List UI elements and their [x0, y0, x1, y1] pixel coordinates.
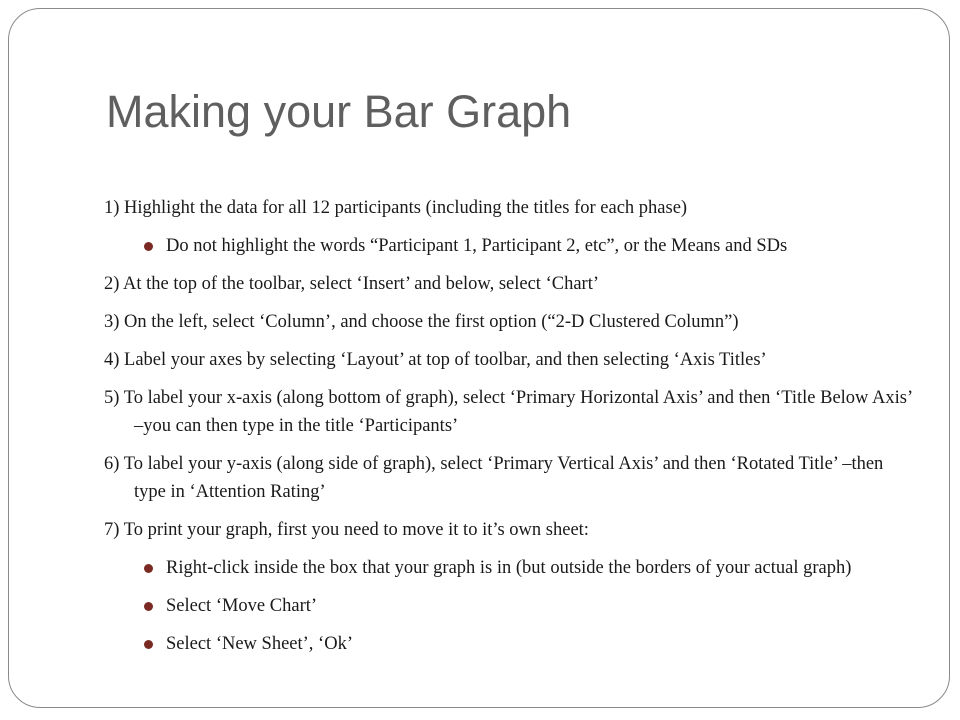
- bullet-icon: [144, 640, 153, 649]
- bullet-icon: [144, 602, 153, 611]
- bullet-icon: [144, 242, 153, 251]
- step-1: 1) Highlight the data for all 12 participants (including the titles for each phase): [104, 198, 688, 218]
- sub-bullet-move-chart: [104, 592, 914, 620]
- slide-title: Making your Bar Graph: [106, 86, 572, 137]
- slide-body: [104, 194, 914, 658]
- bullet-icon: [144, 564, 153, 573]
- step-6: 6) To label your y-axis (along side of graph), select ‘Primary Vertical Axis’ and then ‘Rotated Title’ –then type in ‘Attention Rating’: [104, 454, 884, 502]
- step-5: 5) To label your x-axis (along bottom of graph), select ‘Primary Horizontal Axis’ and then ‘Title Below Axis’ –you can then type in the title ‘Participants’: [104, 388, 912, 436]
- sub-bullet-right-click: [104, 554, 914, 582]
- step-3: 3) On the left, select ‘Column’, and choose the first option (“2-D Clustered Column”): [104, 312, 739, 332]
- sub-bullet-text: Do not highlight the words “Participant 1, Participant 2, etc”, or the Means and SDs: [166, 236, 788, 256]
- sub-bullet-text: Select ‘Move Chart’: [166, 596, 318, 616]
- step-4: 4) Label your axes by selecting ‘Layout’ at top of toolbar, and then selecting ‘Axis Titles’: [104, 350, 767, 370]
- step-2: 2) At the top of the toolbar, select ‘Insert’ and below, select ‘Chart’: [104, 274, 599, 294]
- sub-bullet-text: Select ‘New Sheet’, ‘Ok’: [166, 634, 353, 654]
- sub-bullet-new-sheet: [104, 630, 914, 658]
- step-7: 7) To print your graph, first you need to move it to it’s own sheet:: [104, 520, 589, 540]
- sub-bullet-do-not-highlight: [104, 232, 914, 260]
- sub-bullet-text: Right-click inside the box that your graph is in (but outside the borders of your actual graph): [166, 558, 852, 578]
